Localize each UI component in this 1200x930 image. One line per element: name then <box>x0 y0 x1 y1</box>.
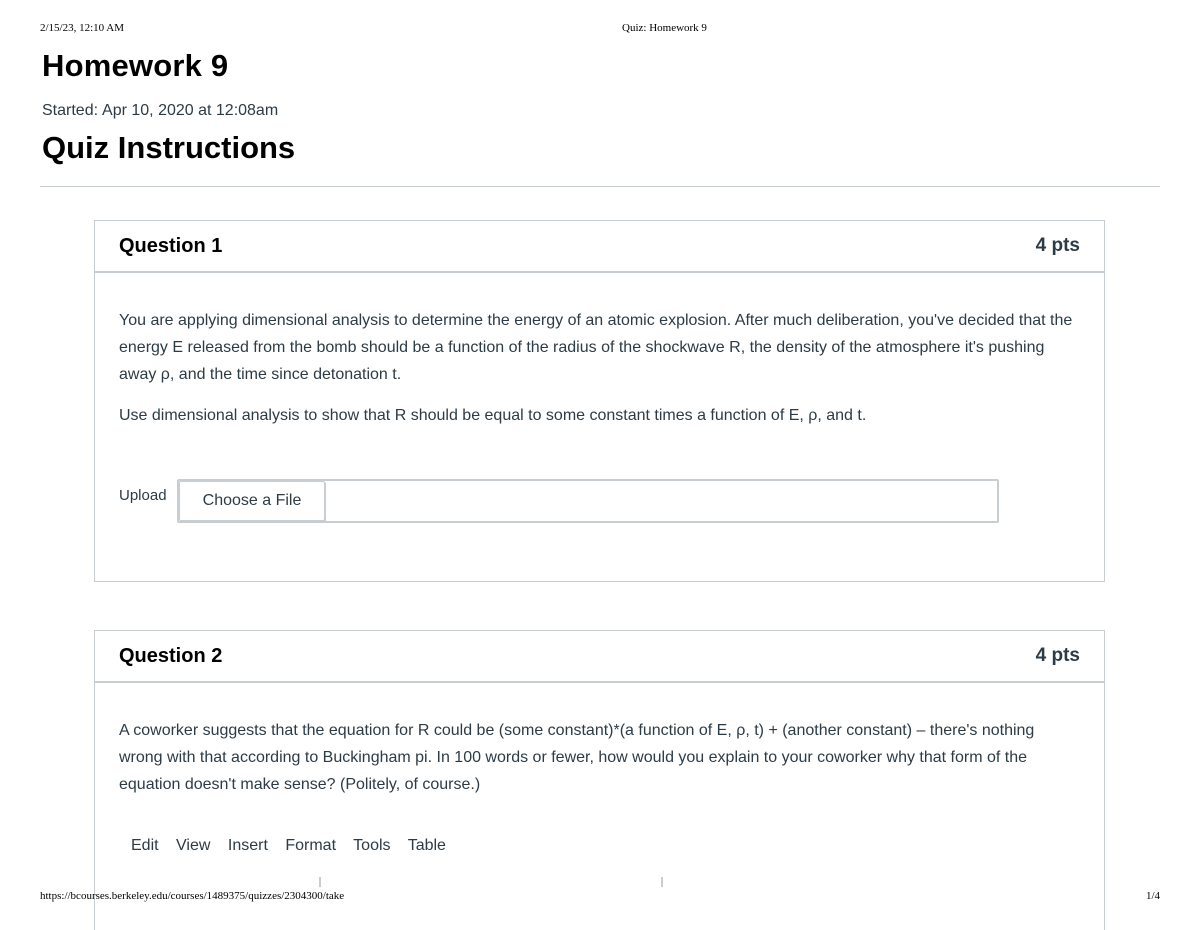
started-value: Apr 10, 2020 at 12:08am <box>102 102 279 119</box>
question-text <box>95 683 1104 798</box>
print-page-number: 1/4 <box>1145 890 1160 902</box>
question-1 <box>94 220 1105 582</box>
menu-table[interactable]: Table <box>407 837 446 854</box>
file-upload-field[interactable] <box>177 479 999 523</box>
menu-format[interactable]: Format <box>285 837 337 854</box>
page-title: Homework 9 <box>42 48 229 83</box>
question-points: 4 pts <box>1035 645 1080 666</box>
started-info <box>42 102 278 120</box>
question-paragraph: Use dimensional analysis to show that R should be equal to some constant times a function of E, ρ, and t. <box>119 407 867 424</box>
upload-label: Upload <box>119 487 167 504</box>
menu-insert[interactable]: Insert <box>227 837 268 854</box>
print-doc-title: Quiz: Homework 9 <box>622 22 707 34</box>
header-divider <box>40 186 1160 187</box>
choose-file-button[interactable]: Choose a File <box>179 481 325 521</box>
toolbar-separator <box>319 877 321 887</box>
quiz-instructions-heading: Quiz Instructions <box>42 130 296 165</box>
started-label: Started: <box>42 102 99 119</box>
question-text <box>95 273 1104 429</box>
question-header <box>95 221 1104 273</box>
question-2 <box>94 630 1105 930</box>
question-paragraph: A coworker suggests that the equation for R could be (some constant)*(a function of E, ρ, t) + (another constant) – there's nothing wrong with that according to Buckingham pi. In 100 words or fewer, how would you explain to your coworker why that form of the equation doesn't make sense? (Politely, of course.) <box>119 722 1035 793</box>
menu-view[interactable]: View <box>176 837 211 854</box>
print-url: https://bcourses.berkeley.edu/courses/1489375/quizzes/2304300/take <box>40 890 345 902</box>
menu-tools[interactable]: Tools <box>353 837 391 854</box>
question-name: Question 2 <box>119 645 223 667</box>
question-points: 4 pts <box>1035 235 1080 256</box>
menu-edit[interactable]: Edit <box>131 837 159 854</box>
question-header <box>95 631 1104 683</box>
question-paragraph: You are applying dimensional analysis to determine the energy of an atomic explosion. After much deliberation, you've decided that the energy E released from the bomb should be a function of the radius of the shockwave R, the density of the atmosphere it's pushing away ρ, and the time since detonation t. <box>119 312 1073 383</box>
toolbar-separator <box>661 877 663 887</box>
rich-editor-menubar <box>131 837 459 855</box>
print-datetime: 2/15/23, 12:10 AM <box>40 22 125 34</box>
question-name: Question 1 <box>119 235 223 257</box>
